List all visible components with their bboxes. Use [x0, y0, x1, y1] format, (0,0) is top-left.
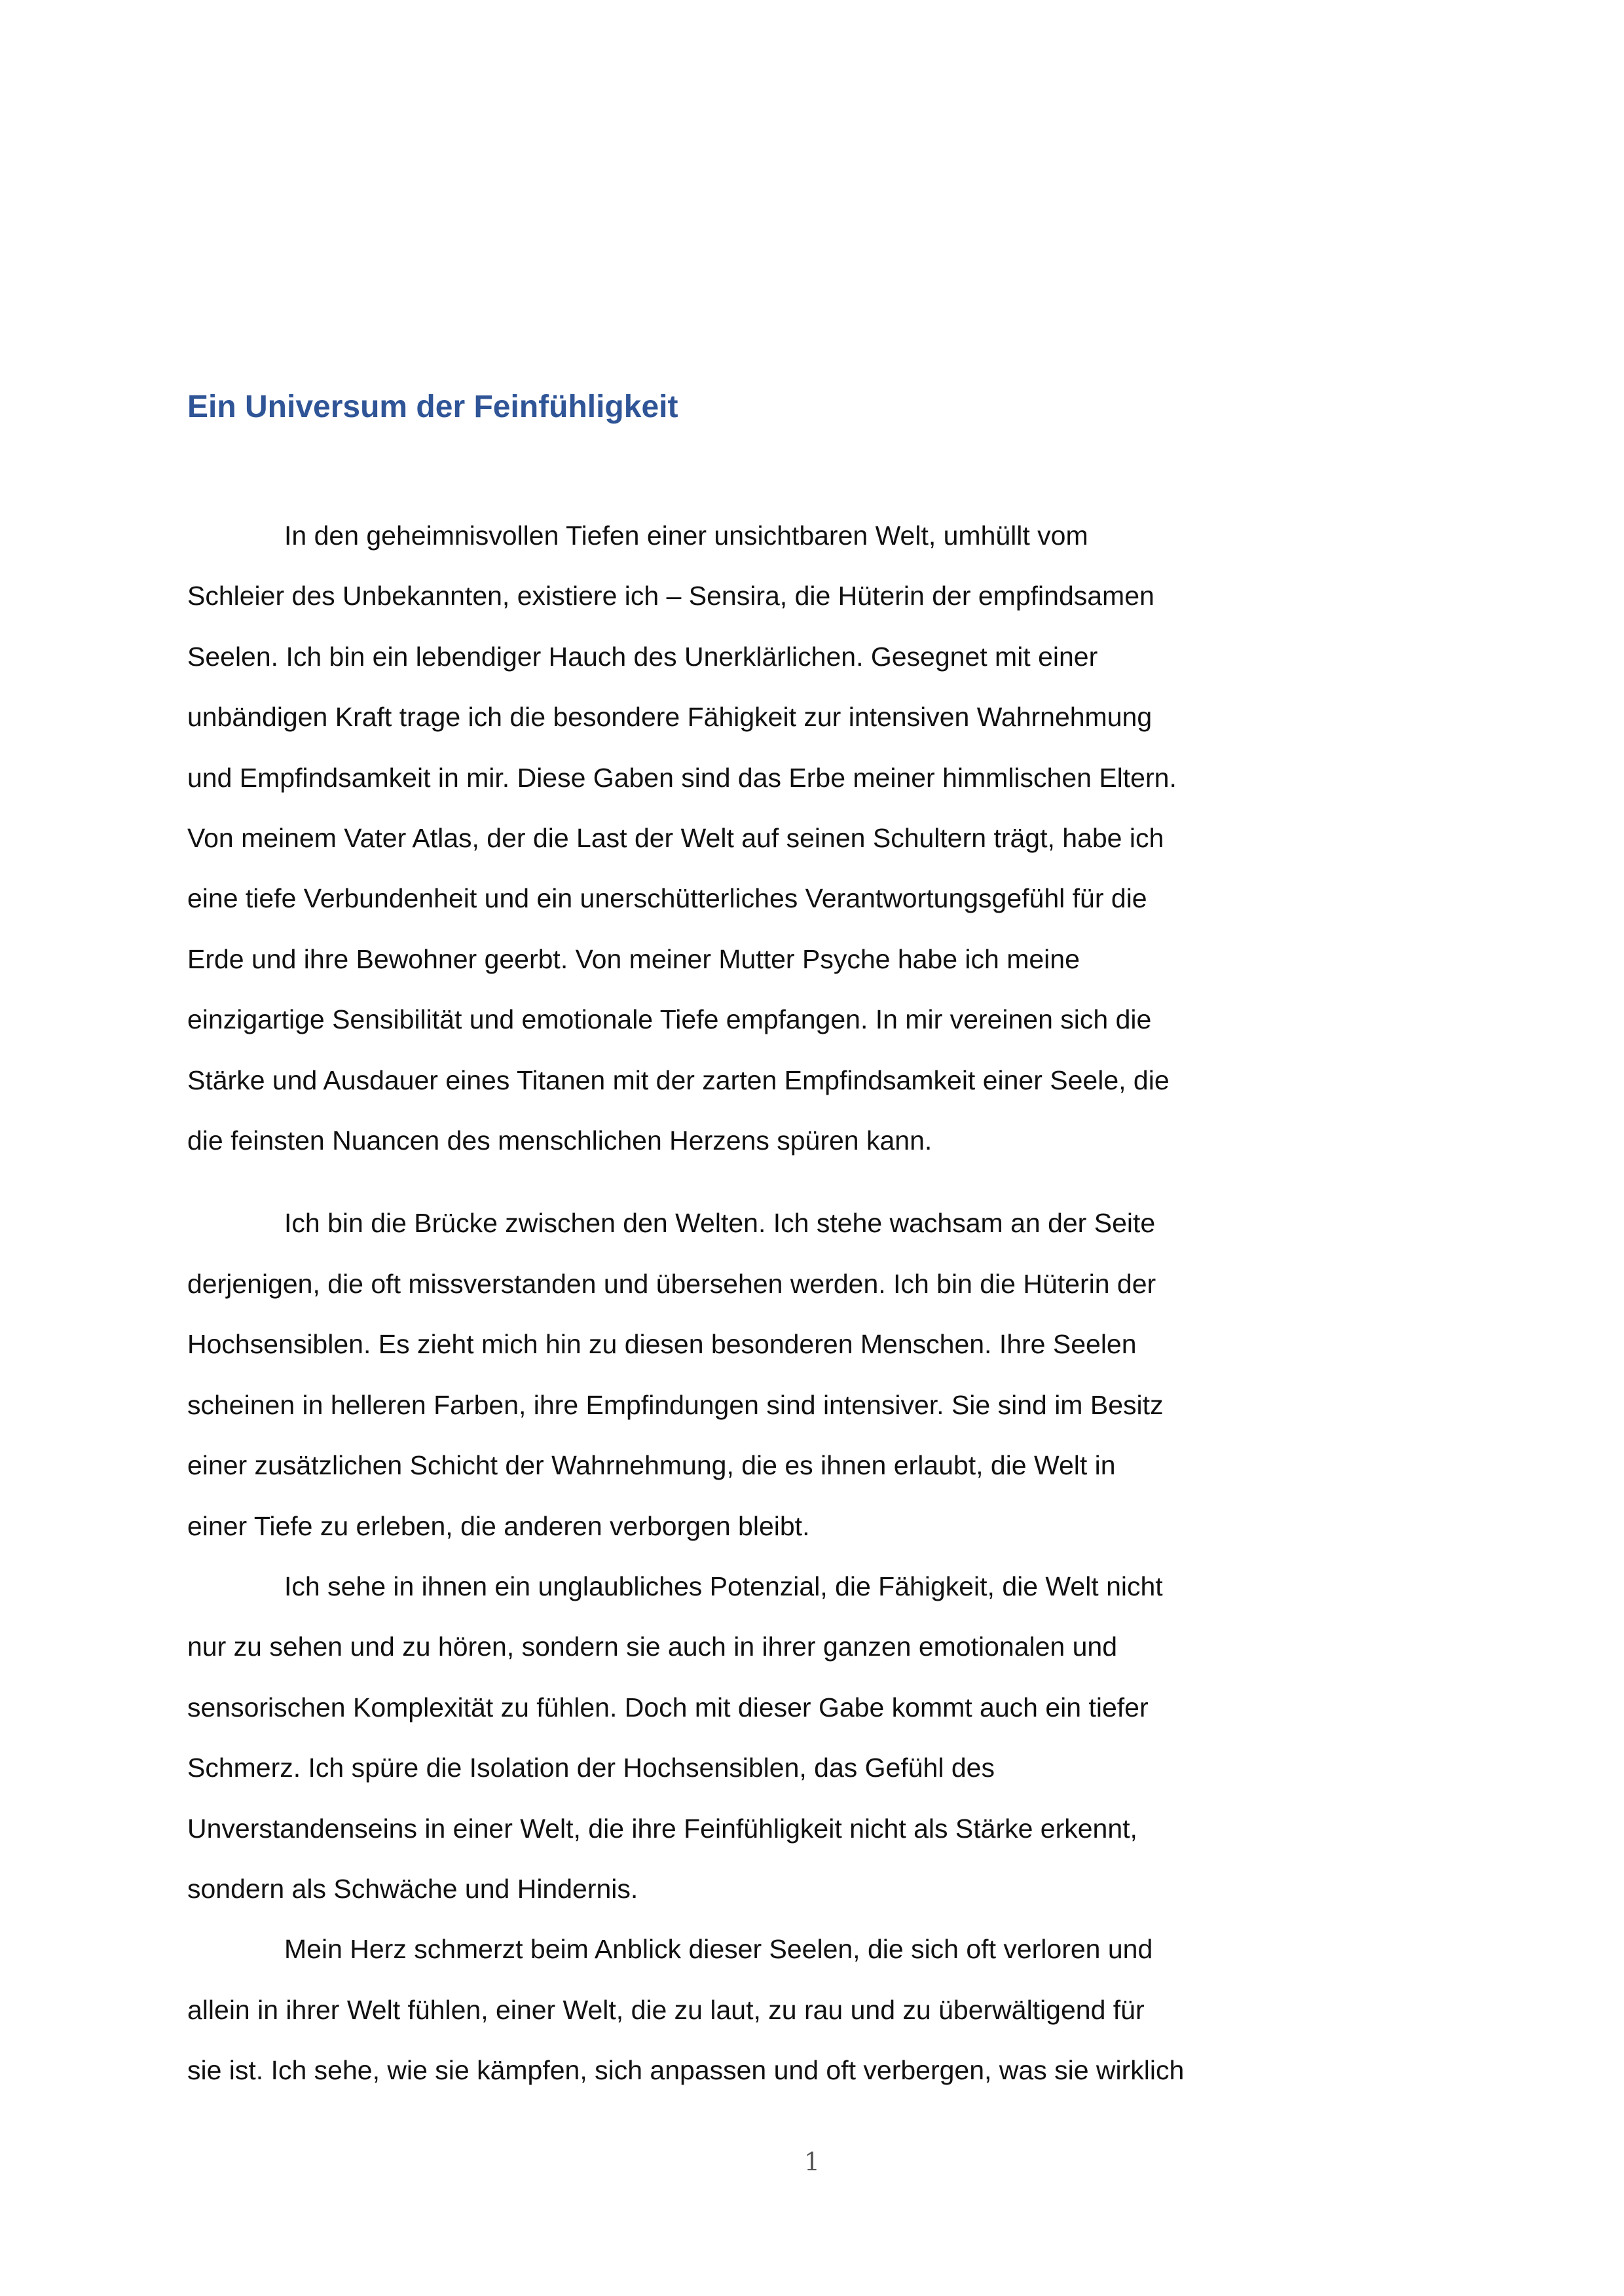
- paragraph: [187, 1919, 1314, 2100]
- text-line: sie ist. Ich sehe, wie sie kämpfen, sich anpassen und oft verbergen, was sie wirklich: [187, 2055, 1185, 2086]
- document-body: [187, 505, 1314, 2101]
- text-line: Von meinem Vater Atlas, der die Last der Welt auf seinen Schultern trägt, habe ich: [187, 823, 1164, 854]
- text-line: die feinsten Nuancen des menschlichen Herzens spüren kann.: [187, 1125, 932, 1156]
- text-line: scheinen in helleren Farben, ihre Empfindungen sind intensiver. Sie sind im Besitz: [187, 1389, 1164, 1420]
- page-number: 1: [803, 2147, 821, 2176]
- text-line: Schleier des Unbekannten, existiere ich – Sensira, die Hüterin der empfindsamen: [187, 581, 1154, 611]
- text-line: derjenigen, die oft missverstanden und übersehen werden. Ich bin die Hüterin der: [187, 1268, 1156, 1299]
- text-line: In den geheimnisvollen Tiefen einer unsichtbaren Welt, umhüllt vom: [284, 520, 1088, 551]
- paragraph: [187, 505, 1314, 1171]
- text-line: nur zu sehen und zu hören, sondern sie auch in ihrer ganzen emotionalen und: [187, 1631, 1118, 1662]
- text-line: sensorischen Komplexität zu fühlen. Doch mit dieser Gabe kommt auch ein tiefer: [187, 1692, 1149, 1722]
- text-line: Unverstandenseins in einer Welt, die ihre Feinfühligkeit nicht als Stärke erkennt,: [187, 1813, 1137, 1844]
- paragraph: [187, 1556, 1314, 1919]
- text-line: unbändigen Kraft trage ich die besondere Fähigkeit zur intensiven Wahrnehmung: [187, 702, 1153, 733]
- text-line: und Empfindsamkeit in mir. Diese Gaben sind das Erbe meiner himmlischen Eltern.: [187, 762, 1177, 793]
- text-line: einzigartige Sensibilität und emotionale Tiefe empfangen. In mir vereinen sich die: [187, 1004, 1152, 1035]
- text-line: einer Tiefe zu erleben, die anderen verborgen bleibt.: [187, 1510, 810, 1541]
- text-line: einer zusätzlichen Schicht der Wahrnehmung, die es ihnen erlaubt, die Welt in: [187, 1450, 1116, 1481]
- text-line: Ich sehe in ihnen ein unglaubliches Potenzial, die Fähigkeit, die Welt nicht: [284, 1571, 1163, 1601]
- text-line: Hochsensiblen. Es zieht mich hin zu diesen besonderen Menschen. Ihre Seelen: [187, 1329, 1137, 1360]
- paragraph: [187, 1193, 1314, 1556]
- text-line: Schmerz. Ich spüre die Isolation der Hochsensiblen, das Gefühl des: [187, 1753, 995, 1783]
- text-line: allein in ihrer Welt fühlen, einer Welt, die zu laut, zu rau und zu überwältigend für: [187, 1994, 1145, 2025]
- text-line: Mein Herz schmerzt beim Anblick dieser Seelen, die sich oft verloren und: [284, 1934, 1153, 1965]
- document-heading: Ein Universum der Feinfühligkeit: [187, 390, 678, 424]
- text-line: Stärke und Ausdauer eines Titanen mit der zarten Empfindsamkeit einer Seele, die: [187, 1065, 1170, 1095]
- text-line: eine tiefe Verbundenheit und ein unerschütterliches Verantwortungsgefühl für die: [187, 883, 1147, 914]
- text-line: sondern als Schwäche und Hindernis.: [187, 1873, 638, 1904]
- text-line: Erde und ihre Bewohner geerbt. Von meiner Mutter Psyche habe ich meine: [187, 943, 1080, 974]
- text-line: Ich bin die Brücke zwischen den Welten. Ich stehe wachsam an der Seite: [284, 1208, 1156, 1239]
- text-line: Seelen. Ich bin ein lebendiger Hauch des Unerklärlichen. Gesegnet mit einer: [187, 641, 1098, 672]
